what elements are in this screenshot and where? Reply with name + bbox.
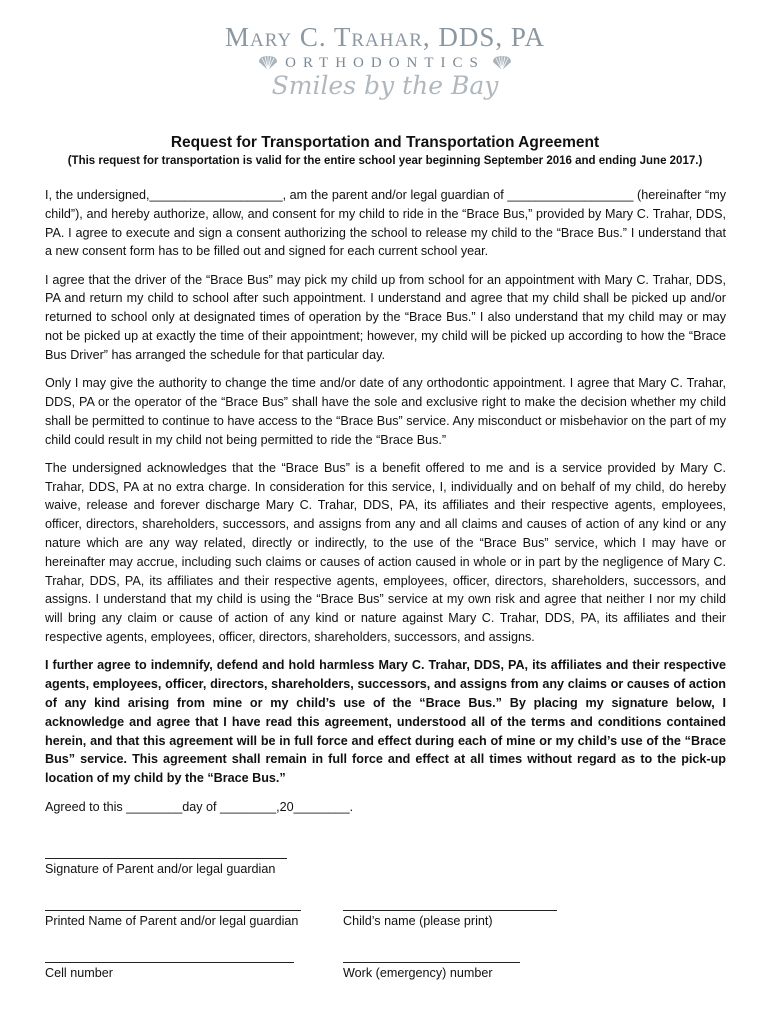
child-name-line[interactable]	[343, 910, 557, 911]
paragraph-authorization: I, the undersigned,___________________, am the parent and/or legal guardian of __________________ (hereinafter “my child”), and hereby authorize, allow, and consent for my child to ride in the “Brace Bus,” provided by Mary C. Trahar, DDS, PA. I agree to execute and sign a consent authorizing the school to release my child to the “Brace Bus.” I understand that a new consent form has to be filled out and signed for each current school year.	[45, 188, 726, 259]
practice-type: ORTHODONTICS	[285, 55, 485, 71]
shell-left-icon	[257, 55, 279, 71]
work-number-line[interactable]	[343, 962, 520, 963]
agreed-date-line[interactable]: Agreed to this ________day of ________,20________.	[45, 800, 354, 814]
work-number-label: Work (emergency) number	[343, 966, 493, 980]
paragraph-authority: Only I may give the authority to change the time and/or date of any orthodontic appointment. I agree that Mary C. Trahar, DDS, PA or the operator of the “Brace Bus” shall have the sole and exclusive right to make the decision whether my child shall be permitted to continue to have access to the “Brace Bus” service. Any misconduct or misbehavior on the part of my child could result in my child not being permitted to ride the “Brace Bus.”	[45, 376, 726, 447]
cell-number-label: Cell number	[45, 966, 113, 980]
document-subtitle: (This request for transportation is valid for the entire school year beginning September 2016 and ending June 2017.)	[67, 155, 703, 167]
letterhead	[0, 22, 770, 101]
practice-row	[0, 54, 770, 72]
document-title: Request for Transportation and Transportation Agreement	[170, 134, 600, 151]
practice-owner-name: Mary C. Trahar, DDS, PA	[225, 22, 545, 52]
parent-signature-line[interactable]	[45, 858, 287, 859]
paragraph-indemnify: I further agree to indemnify, defend and hold harmless Mary C. Trahar, DDS, PA, its affiliates and their respective agents, employees, officer, directors, shareholders, successors, and assigns from any claims or causes of action of any kind arising from mine or my child’s use of the “Brace Bus.” By placing my signature below, I acknowledge and agree that I have read this agreement, understood all of the terms and conditions contained herein, and that this agreement will be in full force and effect during each of mine or my child’s use of the “Brace Bus” service. This agreement shall remain in full force and effect at all times without regard as to the pick-up location of my child by the “Brace Bus.”	[45, 658, 726, 786]
child-name-label: Child’s name (please print)	[343, 914, 493, 928]
shell-right-icon	[491, 55, 513, 71]
paragraph-release: The undersigned acknowledges that the “Brace Bus” is a benefit offered to me and is a service provided by Mary C. Trahar, DDS, PA at no extra charge. In consideration for this service, I, individually and on behalf of my child, do hereby waive, release and forever discharge Mary C. Trahar, DDS, PA, its affiliates and their respective agents, employees, officer, directors, shareholders, successors, and assigns from any and all claims and causes of action of any kind or any nature which are any way related, directly or indirectly, to the use of the “Brace Bus” service, which I may have or hereinafter may accrue, including such claims or causes of action caused in whole or in part by the negligence of Mary C. Trahar, DDS, PA, its affiliates and their respective agents, employees, officer, directors, shareholders, successors, and assigns. I understand that my child is using the “Brace Bus” service at my own risk and agree that neither I nor my child will bring any claim or cause of action of any kind or nature against Mary C. Trahar, DDS, PA, its affiliates and their respective agents, employees, officer, directors, shareholders, successors, and assigns.	[45, 460, 726, 645]
printed-name-label: Printed Name of Parent and/or legal guardian	[45, 914, 299, 928]
agreement-body	[45, 186, 726, 797]
printed-name-line[interactable]	[45, 910, 301, 911]
paragraph-pickup: I agree that the driver of the “Brace Bus” may pick my child up from school for an appointment with Mary C. Trahar, DDS, PA and return my child to school after such appointment. I understand and agree that my child shall be picked up and/or returned to school only at designated times of operation by the “Brace Bus.” I also understand that my child may or may not be picked up at exactly the time of their appointment; however, my child will be picked up according to how the “Brace Bus Driver” has arranged the schedule for that particular day.	[45, 272, 726, 362]
practice-tagline: Smiles by the Bay	[271, 71, 499, 100]
parent-signature-label: Signature of Parent and/or legal guardian	[45, 862, 276, 876]
cell-number-line[interactable]	[45, 962, 294, 963]
